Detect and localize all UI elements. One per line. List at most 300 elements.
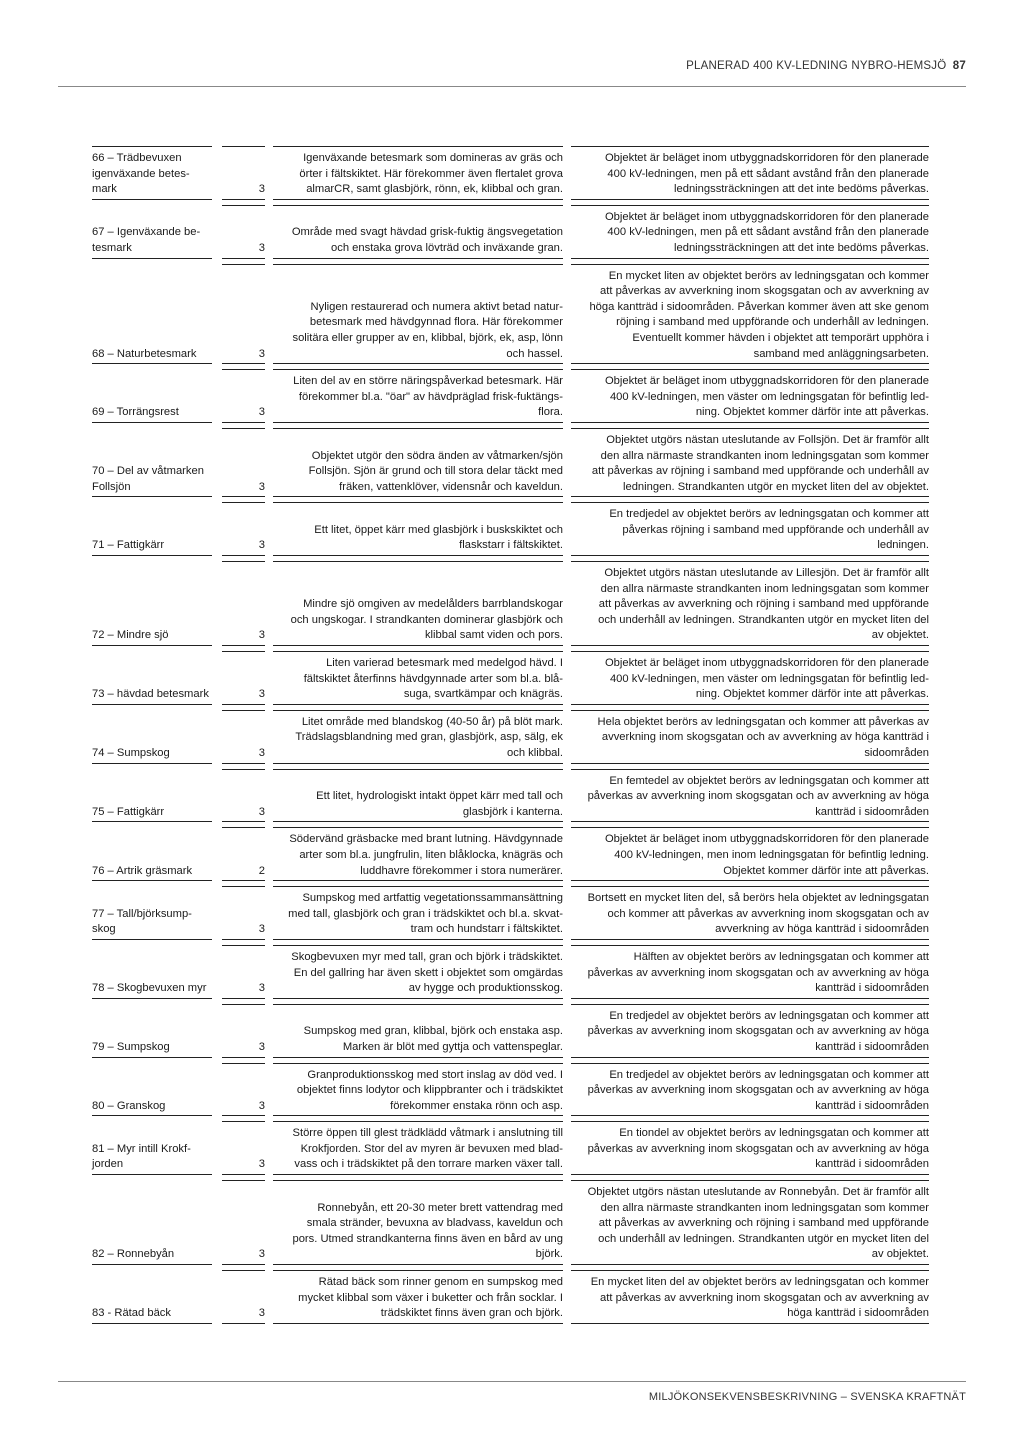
object-name-cell <box>92 886 212 940</box>
class-cell-text <box>259 742 265 762</box>
text-line: med tall, glasbjörk och gran i trädskiktet och bl.a. skvat- <box>288 907 563 920</box>
text-line: Södervänd gräsbacke med brant lutning. Hävdgynnade <box>289 833 563 846</box>
text-line: Objektet utgörs nästan uteslutande av Follsjön. Det är framför allt <box>606 433 929 446</box>
object-name-cell <box>92 827 212 881</box>
text-line: sidoområden <box>864 747 929 759</box>
description-cell <box>273 827 563 881</box>
object-name-cell-text <box>92 977 206 997</box>
description-cell <box>273 369 563 423</box>
class-cell-text <box>259 1153 265 1173</box>
text-line: Större öppen till glest trädklädd våtmark i anslutning till <box>292 1127 563 1140</box>
text-line: 3 <box>258 805 265 818</box>
text-line: Objektet är beläget inom utbyggnadskorridoren för den planerade <box>604 152 929 164</box>
class-cell <box>222 1063 265 1117</box>
text-line: 400 kV-ledningen, men på ett sådant avstånd från den planerade <box>607 167 929 180</box>
text-line: 68 – Naturbetesmark <box>92 347 197 360</box>
description-cell <box>273 205 563 259</box>
text-line: Objektet är beläget inom utbyggnadskorridoren för den planerade <box>604 657 929 670</box>
text-line: påverkas av avverkning inom skogsgatan och av avverkning av höga <box>587 1142 929 1155</box>
text-line: Objektet utgörs nästan uteslutande av Lillesjön. Det är framför allt <box>604 567 929 580</box>
impact-cell <box>571 205 929 259</box>
text-line: En tredjedel av objektet berörs av ledningsgatan och kommer att <box>609 1009 929 1022</box>
text-line: 76 – Artrik gräsmark <box>92 864 193 877</box>
impact-cell-text <box>588 1181 929 1263</box>
text-line: Objektet utgörs nästan uteslutande av Ronnebyån. Det är framför allt <box>587 1186 929 1199</box>
text-line: solitära eller grupper av en, klibbal, björk, ek, asp, lönn <box>292 331 563 344</box>
impact-cell <box>571 945 929 999</box>
text-line: 3 <box>258 1248 265 1261</box>
table-row <box>92 561 929 646</box>
class-cell-text <box>259 401 265 421</box>
text-line: 83 - Rätad bäck <box>92 1307 171 1320</box>
description-cell-text <box>292 221 563 256</box>
text-line: påverkas av avverkning inom skogsgatan och av avverkning av höga <box>587 966 929 979</box>
text-line: En tiondel av objektet berörs av ledningsgatan och kommer att <box>619 1127 929 1140</box>
object-name-cell <box>92 710 212 764</box>
text-line: ning. Objektet kommer därför inte att påverkas. <box>695 406 929 419</box>
description-cell <box>273 710 563 764</box>
text-line: 72 – Mindre sjö <box>92 629 169 642</box>
text-line: 3 <box>258 982 265 995</box>
object-name-cell <box>92 769 212 823</box>
description-cell-text <box>291 593 563 644</box>
text-line: En tredjedel av objektet berörs av ledningsgatan och kommer att <box>609 508 929 521</box>
text-line: och ungskogar. I strandkanten dominerar glasbjörk och <box>290 613 563 626</box>
object-name-cell <box>92 205 212 259</box>
text-line: fältskiktet återfinns hävdgynnade arter som bl.a. blå- <box>303 672 563 685</box>
text-line: ledningssträckningen att det inte bedöms påverkas. <box>674 183 929 196</box>
text-line: höga kantträd i sidoområden <box>787 1307 929 1320</box>
text-line: 3 <box>258 347 265 360</box>
text-line: 82 – Ronnebyån <box>92 1248 175 1261</box>
description-cell-text <box>298 1271 563 1322</box>
class-cell-text <box>259 178 265 198</box>
table-row <box>92 428 929 497</box>
object-name-cell-text <box>92 343 196 363</box>
description-cell-text <box>295 711 563 762</box>
class-cell-text <box>259 1036 265 1056</box>
description-cell <box>273 945 563 999</box>
object-name-cell <box>92 264 212 365</box>
text-line: suga, svartkämpar och knägräs. <box>403 688 563 701</box>
header-title: PLANERAD 400 KV-LEDNING NYBRO-HEMSJÖ <box>686 60 947 72</box>
description-cell-text <box>293 370 563 421</box>
text-line: ledningen. Strandkanten utgör en mycket liten del av objektet. <box>623 480 929 493</box>
description-cell <box>273 1121 563 1175</box>
object-name-cell-text <box>92 1302 171 1322</box>
text-line: och underhåll av ledningen. Strandkanten utgör en mycket liten del <box>598 1232 929 1245</box>
text-line: Ronnebyån, ett 20-30 meter brett vattendrag med <box>317 1201 563 1214</box>
impact-cell-text <box>605 370 929 421</box>
object-name-cell <box>92 561 212 646</box>
impact-cell <box>571 710 929 764</box>
object-name-cell-text <box>92 534 164 554</box>
class-cell-text <box>259 977 265 997</box>
text-line: och kommer att påverkas av avverkning inom skogsgatan och av <box>607 907 929 920</box>
impact-cell-text <box>591 1271 929 1322</box>
class-cell-text <box>259 801 265 821</box>
description-cell <box>273 886 563 940</box>
text-line: pors. Utmed strandkanterna finns även en bård av ung <box>292 1232 563 1245</box>
text-line: påverkas av avverkning inom skogsgatan och av avverkning av höga <box>587 790 929 803</box>
text-line: röjning i samband med uppförande och underhåll av ledningen. <box>616 316 929 329</box>
impact-cell-text <box>588 887 929 938</box>
description-cell-text <box>304 652 563 703</box>
class-cell <box>222 710 265 764</box>
text-line: glasbjörk i kanterna. <box>462 805 563 818</box>
description-cell <box>273 1270 563 1324</box>
class-cell-text <box>259 534 265 554</box>
text-line: Område med svagt hävdad grisk-fuktig ängsvegetation <box>291 226 563 239</box>
text-line: 400 kV-ledningen, men på ett sådant avstånd från den planerade <box>607 226 929 239</box>
text-line: Ett litet, hydrologiskt intakt öppet kärr med tall och <box>316 790 563 803</box>
impact-cell-text <box>598 562 929 644</box>
table-row <box>92 1004 929 1058</box>
text-line: av objektet. <box>871 1248 929 1261</box>
page-number: 87 <box>952 60 966 72</box>
class-cell-text <box>259 1095 265 1115</box>
text-line: 3 <box>258 539 265 552</box>
impact-cell <box>571 827 929 881</box>
table-row <box>92 651 929 705</box>
class-cell <box>222 651 265 705</box>
text-line: Objektet är beläget inom utbyggnadskorridoren för den planerade <box>604 210 929 223</box>
text-line: Nyligen restaurerad och numera aktivt betad natur- <box>310 300 563 313</box>
description-cell-text <box>293 1122 564 1173</box>
text-line: påverkas röjning i samband med uppförande och underhåll av <box>622 523 929 536</box>
text-line: 3 <box>258 1158 265 1171</box>
text-line: En mycket liten av objektet berörs av ledningsgatan och kommer <box>608 269 929 282</box>
description-cell <box>273 428 563 497</box>
description-cell-text <box>309 445 563 496</box>
text-line: 77 – Tall/björksump- <box>92 907 192 920</box>
table-row <box>92 1063 929 1117</box>
table-row <box>92 710 929 764</box>
text-line: 80 – Granskog <box>92 1099 166 1112</box>
impact-cell-text <box>605 652 929 703</box>
class-cell <box>222 1180 265 1265</box>
text-line: 400 kV-ledningen, men inom ledningsgatan för befintlig ledning. <box>614 848 929 861</box>
text-line: 70 – Del av våtmarken <box>92 465 204 478</box>
text-line: skog <box>92 923 116 936</box>
object-name-cell <box>92 146 212 200</box>
text-line: flora. <box>538 406 563 419</box>
description-cell <box>273 769 563 823</box>
text-line: 3 <box>258 629 265 642</box>
impact-cell <box>571 561 929 646</box>
text-line: 3 <box>258 1099 265 1112</box>
text-line: 3 <box>258 480 265 493</box>
text-line: kantträd i sidoområden <box>815 1099 929 1112</box>
table-row <box>92 945 929 999</box>
object-name-cell-text <box>92 742 170 762</box>
page-header <box>686 60 966 72</box>
object-name-cell-text <box>92 1138 191 1173</box>
impact-cell-text <box>592 429 929 495</box>
text-line: av objektet. <box>871 629 929 642</box>
impact-cell-text <box>605 828 929 879</box>
class-cell <box>222 428 265 497</box>
object-name-cell-text <box>92 147 190 198</box>
text-line: Marken är blöt med gyttja och vattenspeglar. <box>342 1040 563 1053</box>
impact-cell <box>571 1063 929 1117</box>
impact-cell <box>571 1004 929 1058</box>
impact-cell-text <box>588 946 929 997</box>
text-line: kantträd i sidoområden <box>815 805 929 818</box>
text-line: 3 <box>258 688 265 701</box>
text-line: Sumpskog med gran, klibbal, björk och enstaka asp. <box>303 1025 563 1038</box>
text-line: Igenväxande betesmark som domineras av gräs och <box>303 152 563 164</box>
description-cell <box>273 1180 563 1265</box>
text-line: 3 <box>258 406 265 419</box>
text-line: att påverkas av avverkning inom skogsgatan och av avverkning av <box>600 1291 929 1304</box>
table-row <box>92 769 929 823</box>
text-line: mycket klibbal som växer i buketter och från socklar. I <box>298 1291 563 1304</box>
text-line: flaskstarr i fältskiktet. <box>459 539 563 552</box>
object-name-cell-text <box>92 1095 165 1115</box>
impact-cell <box>571 886 929 940</box>
class-cell <box>222 886 265 940</box>
impact-cell <box>571 769 929 823</box>
impact-cell <box>571 1270 929 1324</box>
object-name-cell-text <box>92 683 209 703</box>
text-line: mark <box>92 183 117 196</box>
page-footer: MILJÖKONSEKVENSBESKRIVNING – SVENSKA KRAFTNÄT <box>648 1391 966 1403</box>
impact-cell <box>571 369 929 423</box>
description-cell-text <box>316 785 563 820</box>
impact-cell <box>571 502 929 556</box>
impact-cell <box>571 651 929 705</box>
description-cell-text <box>291 946 563 997</box>
impact-cell <box>571 146 929 200</box>
text-line: 3 <box>258 241 265 254</box>
object-name-cell-text <box>92 401 179 421</box>
class-cell <box>222 1004 265 1058</box>
object-name-cell-text <box>92 1036 170 1056</box>
text-line: 400 kV-ledningen, men väster om ledningsgatan för befintlig led- <box>609 390 929 403</box>
impact-cell-text <box>605 147 929 198</box>
class-cell <box>222 1270 265 1324</box>
table-row <box>92 205 929 259</box>
text-line: Objektet kommer därför inte att påverkas. <box>723 864 929 877</box>
class-cell-text <box>259 1302 265 1322</box>
impact-cell-text <box>609 503 929 554</box>
text-line: påverkas av avverkning inom skogsgatan och av avverkning av höga <box>587 1025 929 1038</box>
class-cell <box>222 827 265 881</box>
text-line: 69 – Torrängsrest <box>92 406 179 419</box>
impact-cell <box>571 1121 929 1175</box>
text-line: kantträd i sidoområden <box>815 1158 929 1171</box>
text-line: Trädslagsblandning med gran, glasbjörk, asp, sälg, ek <box>295 731 563 744</box>
text-line: Liten del av en större näringspåverkad betesmark. Här <box>293 375 563 388</box>
text-line: objektet finns lodytor och klippbranter och i trädskiktet <box>296 1084 563 1097</box>
text-line: och klibbal. <box>507 747 563 759</box>
text-line: och hassel. <box>506 347 563 360</box>
impact-cell-text <box>598 711 929 762</box>
object-name-cell <box>92 1270 212 1324</box>
description-cell <box>273 651 563 705</box>
text-line: Eventuellt kommer hävden i objektet att temporärt upphöra i <box>632 331 929 344</box>
text-line: Bortsett en mycket liten del, så berörs hela objektet av ledningsgatan <box>587 892 929 905</box>
text-line: tesmark <box>92 241 132 254</box>
text-line: klibbal samt viden och pors. <box>424 629 563 642</box>
text-line: arter som bl.a. jungfrulin, liten blåklocka, knägräs och <box>299 848 563 861</box>
table-row <box>92 827 929 881</box>
text-line: att påverkas av röjning i samband med uppförande och underhåll av <box>591 465 929 478</box>
class-cell <box>222 1121 265 1175</box>
table-row <box>92 369 929 423</box>
text-line: 78 – Skogbevuxen myr <box>92 982 207 995</box>
object-name-cell <box>92 1004 212 1058</box>
class-cell <box>222 561 265 646</box>
text-line: 67 – Igenväxande be- <box>92 226 201 239</box>
class-cell-text <box>259 860 265 880</box>
description-cell-text <box>288 887 563 938</box>
text-line: En del gallring har även skett i objektet som omgärdas <box>293 966 563 979</box>
object-name-cell <box>92 945 212 999</box>
description-cell <box>273 502 563 556</box>
table-row <box>92 1270 929 1324</box>
table-row <box>92 1180 929 1265</box>
object-name-cell <box>92 502 212 556</box>
object-name-cell <box>92 428 212 497</box>
table-row <box>92 146 929 200</box>
text-line: tram och hundstarr i fältskiktet. <box>410 923 563 936</box>
text-line: förekommer enstaka rönn och asp. <box>390 1099 563 1112</box>
impact-cell-text <box>605 206 929 257</box>
class-cell <box>222 502 265 556</box>
text-line: Mindre sjö omgiven av medelålders barrblandskogar <box>303 598 563 611</box>
text-line: almarCR, samt glasbjörk, rönn, ek, klibbal och gran. <box>306 183 563 196</box>
class-cell <box>222 264 265 365</box>
class-cell-text <box>259 1243 265 1263</box>
text-line: Sumpskog med artfattig vegetationssammansättning <box>302 892 563 905</box>
text-line: 71 – Fattigkärr <box>92 539 165 552</box>
text-line: 66 – Trädbevuxen <box>92 152 182 164</box>
text-line: ning. Objektet kommer därför inte att påverkas. <box>695 688 929 701</box>
text-line: vass och i trädskiktet på den torrare marken växer tall. <box>294 1158 563 1171</box>
text-line: kantträd i sidoområden <box>815 982 929 995</box>
description-cell <box>273 146 563 200</box>
text-line: Granproduktionsskog med stort inslag av död ved. I <box>307 1068 563 1081</box>
text-line: Objektet är beläget inom utbyggnadskorridoren för den planerade <box>604 833 929 846</box>
description-cell-text <box>297 1064 563 1115</box>
text-line: kantträd i sidoområden <box>815 1040 929 1053</box>
class-cell-text <box>259 624 265 644</box>
text-line: Objektet utgör den södra änden av våtmarken/sjön <box>311 449 563 462</box>
text-line: Follsjön. Sjön är grund och till stora delar täckt med <box>308 465 563 478</box>
text-line: igenväxande betes- <box>92 167 190 180</box>
text-line: betesmark med hävdgynnad flora. Här förekommer <box>309 316 563 329</box>
text-line: Ett litet, öppet kärr med glasbjörk i buskskiktet och <box>314 523 563 536</box>
class-cell-text <box>259 237 265 257</box>
text-line: 3 <box>258 1307 265 1320</box>
text-line: smala stränder, bevuxna av bladvass, kaveldun och <box>306 1217 563 1230</box>
footer-divider <box>58 1381 966 1382</box>
description-cell <box>273 264 563 365</box>
text-line: 2 <box>258 864 265 877</box>
description-cell <box>273 561 563 646</box>
object-name-cell-text <box>92 801 164 821</box>
impact-cell <box>571 1180 929 1265</box>
text-line: avverkning inom skogsgatan och av avverkning av höga kantträd i <box>601 731 929 744</box>
class-cell <box>222 205 265 259</box>
description-cell <box>273 1004 563 1058</box>
text-line: och enstaka grova lövträd och inväxande gran. <box>331 241 563 254</box>
text-line: 75 – Fattigkärr <box>92 805 165 818</box>
text-line: björk. <box>535 1248 563 1261</box>
class-cell-text <box>259 476 265 496</box>
text-line: höga kantträd i sidoområden. Påverkan kommer även att ske genom <box>589 300 929 313</box>
impact-cell-text <box>588 1005 929 1056</box>
impact-cell-text <box>588 770 929 821</box>
text-line: den allra närmaste strandkanten inom ledningsgatan som kommer <box>600 449 929 462</box>
text-line: Rätad bäck som rinner genom en sumpskog med <box>318 1276 563 1289</box>
class-cell-text <box>259 918 265 938</box>
text-line: 73 – hävdad betesmark <box>92 688 209 701</box>
text-line: Hälften av objektet berörs av ledningsgatan och kommer att <box>633 950 929 963</box>
impact-cell-text <box>589 265 929 363</box>
impact-cell-text <box>588 1122 929 1173</box>
text-line: att påverkas av avverkning och röjning i samband med uppförande <box>598 598 929 611</box>
text-line: En tredjedel av objektet berörs av ledningsgatan och kommer att <box>609 1068 929 1081</box>
class-cell-text <box>259 343 265 363</box>
text-line: påverkas av avverkning inom skogsgatan och av avverkning av höga <box>587 1084 929 1097</box>
description-cell-text <box>292 296 563 362</box>
text-line: ledningen. <box>877 539 929 552</box>
impact-cell <box>571 428 929 497</box>
text-line: 3 <box>258 183 265 196</box>
text-line: förekommer bl.a. "öar" av hävdpräglad frisk-fuktängs- <box>298 390 563 403</box>
object-name-cell <box>92 1121 212 1175</box>
text-line: Skogbevuxen myr med tall, gran och björk i trädskiktet. <box>291 950 563 963</box>
text-line: 3 <box>258 747 265 759</box>
class-cell <box>222 369 265 423</box>
text-line: Hela objektet berörs av ledningsgatan och kommer att påverkas av <box>597 715 929 728</box>
class-cell-text <box>259 683 265 703</box>
text-line: trädskiktet finns även gran och björk. <box>380 1307 563 1320</box>
object-name-cell <box>92 651 212 705</box>
table-row <box>92 264 929 365</box>
table-row <box>92 1121 929 1175</box>
text-line: Krokfjorden. Stor del av myren är bevuxen med blad- <box>300 1142 563 1155</box>
text-line: fräken, vattenklöver, vidensnår och kaveldun. <box>339 480 563 493</box>
text-line: att påverkas av avverkning inom skogsgatan och av avverkning av <box>600 285 929 298</box>
text-line: luddhavre förekommer i stora numerärer. <box>360 864 563 877</box>
text-line: 3 <box>258 1040 265 1053</box>
description-cell-text <box>289 828 563 879</box>
text-line: örter i fältskiktet. Här förekommer även flertalet grova <box>299 167 563 180</box>
impact-cell <box>571 264 929 365</box>
text-line: ledningssträckningen att det inte bedöms påverkas. <box>674 241 929 254</box>
object-name-cell-text <box>92 460 204 495</box>
class-cell <box>222 146 265 200</box>
class-cell <box>222 945 265 999</box>
table-row <box>92 886 929 940</box>
object-name-cell <box>92 1180 212 1265</box>
object-name-cell <box>92 369 212 423</box>
table-row <box>92 502 929 556</box>
text-line: Litet område med blandskog (40-50 år) på blöt mark. <box>301 715 563 728</box>
class-cell <box>222 769 265 823</box>
header-divider <box>58 86 966 87</box>
description-cell-text <box>314 519 563 554</box>
text-line: Liten varierad betesmark med medelgod hävd. I <box>326 657 563 670</box>
text-line: 74 – Sumpskog <box>92 747 170 759</box>
description-cell-text <box>292 1197 563 1263</box>
object-name-cell <box>92 1063 212 1117</box>
text-line: den allra närmaste strandkanten inom ledningsgatan som kommer <box>600 1201 929 1214</box>
